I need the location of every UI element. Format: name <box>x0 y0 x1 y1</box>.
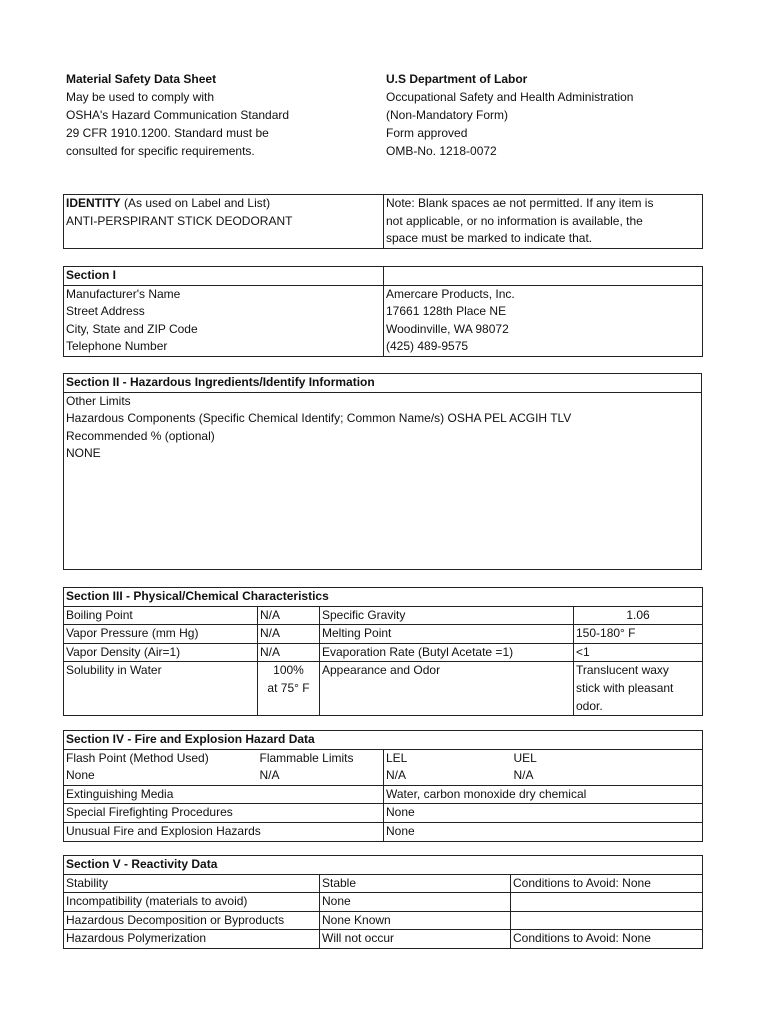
gravity-value: 1.06 <box>574 606 703 625</box>
appearance-line: stick with pleasant <box>576 680 674 695</box>
flammable-label: Flammable Limits <box>258 749 384 767</box>
melting-label: Melting Point <box>320 625 574 644</box>
header-left-line: 29 CFR 1910.1200. Standard must be <box>66 126 269 140</box>
incompatibility-conditions <box>511 893 703 912</box>
section-1-values <box>384 285 703 356</box>
solubility-value-2: at 75° F <box>267 680 310 695</box>
identity-table <box>63 194 703 249</box>
uel-label: UEL <box>512 749 703 767</box>
header-right-line: OMB-No. 1218-0072 <box>386 144 497 158</box>
solubility-value-1: 100% <box>273 663 304 678</box>
polymerization-value: Will not occur <box>320 930 511 949</box>
flash-label: Flash Point (Method Used) <box>64 749 258 767</box>
section-1-labels <box>64 285 384 356</box>
note-line: Note: Blank spaces ae not permitted. If any item is <box>386 196 654 210</box>
lel-value: N/A <box>384 767 512 785</box>
phone-value: (425) 489-9575 <box>386 339 469 354</box>
special-value: None <box>384 804 703 823</box>
decomposition-label: Hazardous Decomposition or Byproducts <box>64 911 320 930</box>
polymerization-label: Hazardous Polymerization <box>64 930 320 949</box>
vapor-pressure-label: Vapor Pressure (mm Hg) <box>64 625 258 644</box>
product-name: ANTI-PERSPIRANT STICK DEODORANT <box>66 213 293 228</box>
note-line: not applicable, or no information is available, the <box>386 213 643 228</box>
evaporation-label: Evaporation Rate (Butyl Acetate =1) <box>320 643 574 662</box>
note-cell <box>384 195 703 249</box>
lel-label: LEL <box>384 749 512 767</box>
section-2-title: Section II - Hazardous Ingredients/Identify Information <box>64 374 702 393</box>
section-5-table <box>63 855 703 949</box>
section-5-title: Section V - Reactivity Data <box>64 856 703 875</box>
media-value: Water, carbon monoxide dry chemical <box>384 785 703 804</box>
section-2-line: NONE <box>66 446 101 461</box>
phone-label: Telephone Number <box>66 339 168 354</box>
identity-label-rest: (As used on Label and List) <box>120 196 271 210</box>
identity-cell <box>64 195 384 249</box>
boiling-label: Boiling Point <box>64 606 258 625</box>
boiling-value: N/A <box>258 606 320 625</box>
manufacturer-label: Manufacturer's Name <box>66 286 181 301</box>
section-1-title: Section I <box>64 267 384 286</box>
city-label: City, State and ZIP Code <box>66 321 198 336</box>
appearance-line: Translucent waxy <box>576 663 669 678</box>
evaporation-value: <1 <box>574 643 703 662</box>
address-value: 17661 128th Place NE <box>386 304 507 319</box>
section-1-blank <box>384 267 703 286</box>
flammable-value: N/A <box>258 767 384 785</box>
agency-title: U.S Department of Labor <box>386 72 528 86</box>
note-line: space must be marked to indicate that. <box>386 231 593 246</box>
solubility-value <box>258 662 320 716</box>
stability-value: Stable <box>320 874 511 893</box>
section-2-line: Hazardous Components (Specific Chemical Identify; Common Name/s) OSHA PEL ACGIH TLV <box>66 411 572 426</box>
address-label: Street Address <box>66 304 145 319</box>
decomposition-conditions <box>511 911 703 930</box>
gravity-label: Specific Gravity <box>320 606 574 625</box>
header-right-line: Occupational Safety and Health Administration <box>386 90 634 104</box>
stability-conditions: Conditions to Avoid: None <box>511 874 703 893</box>
media-label: Extinguishing Media <box>64 785 384 804</box>
solubility-label: Solubility in Water <box>64 662 258 716</box>
appearance-line: odor. <box>576 698 603 713</box>
header-left-line: consulted for specific requirements. <box>66 144 255 158</box>
section-3-title: Section III - Physical/Chemical Characteristics <box>64 588 703 607</box>
manufacturer-value: Amercare Products, Inc. <box>386 286 515 301</box>
section-4-table <box>63 730 703 842</box>
incompatibility-label: Incompatibility (materials to avoid) <box>64 893 320 912</box>
melting-value: 150-180° F <box>574 625 703 644</box>
unusual-value: None <box>384 822 703 841</box>
section-2-line: Other Limits <box>66 393 131 408</box>
section-2-line: Recommended % (optional) <box>66 428 215 443</box>
section-1-table <box>63 266 703 357</box>
uel-value: N/A <box>512 767 703 785</box>
vapor-density-value: N/A <box>258 643 320 662</box>
section-2-table <box>63 373 702 570</box>
identity-label: IDENTITY <box>66 196 121 210</box>
header-right-line: (Non-Mandatory Form) <box>386 108 509 122</box>
section-2-body <box>64 392 702 569</box>
vapor-pressure-value: N/A <box>258 625 320 644</box>
city-value: Woodinville, WA 98072 <box>386 321 509 336</box>
stability-label: Stability <box>64 874 320 893</box>
section-4-title: Section IV - Fire and Explosion Hazard Data <box>64 731 703 750</box>
unusual-label: Unusual Fire and Explosion Hazards <box>64 822 384 841</box>
form-title: Material Safety Data Sheet <box>66 72 217 86</box>
vapor-density-label: Vapor Density (Air=1) <box>64 643 258 662</box>
special-label: Special Firefighting Procedures <box>64 804 384 823</box>
header-left-line: OSHA's Hazard Communication Standard <box>66 108 290 122</box>
appearance-value <box>574 662 703 716</box>
header-right-line: Form approved <box>386 126 468 140</box>
flash-value: None <box>64 767 258 785</box>
appearance-label: Appearance and Odor <box>320 662 574 716</box>
header-left-line: May be used to comply with <box>66 90 215 104</box>
polymerization-conditions: Conditions to Avoid: None <box>511 930 703 949</box>
incompatibility-value: None <box>320 893 511 912</box>
section-3-table <box>63 587 703 716</box>
decomposition-value: None Known <box>320 911 511 930</box>
